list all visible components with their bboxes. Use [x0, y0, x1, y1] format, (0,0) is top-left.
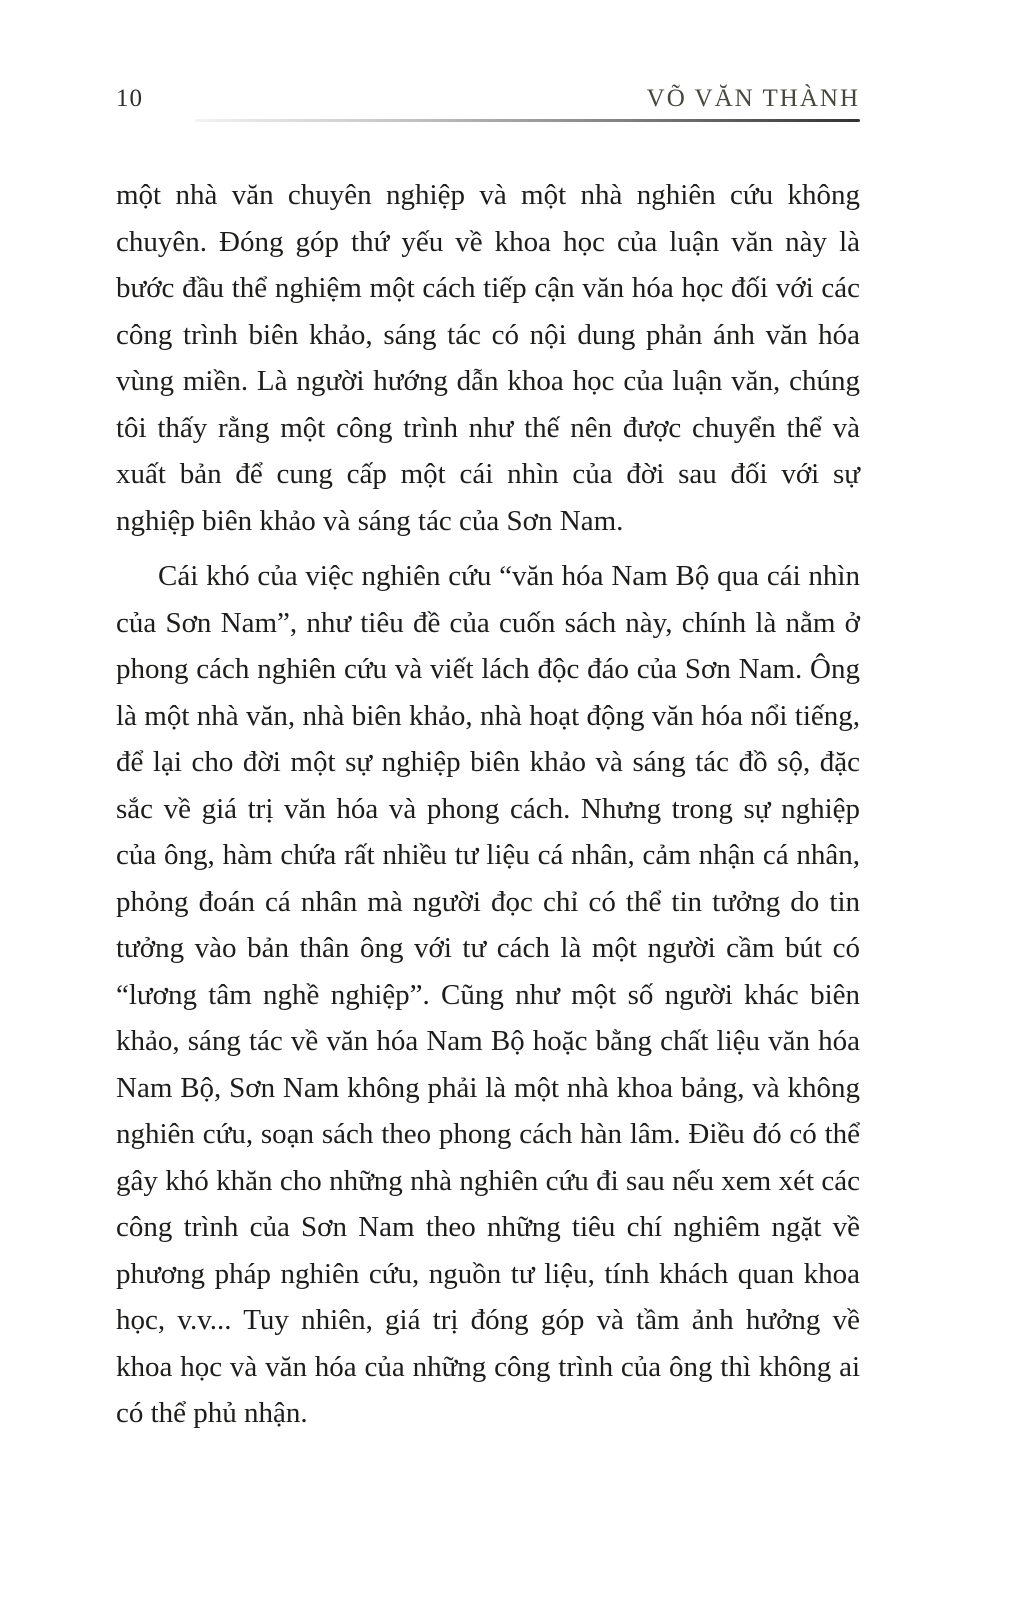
page-body [116, 172, 860, 1437]
paragraph-2: Cái khó của việc nghiên cứu “văn hóa Nam Bộ qua cái nhìn của Sơn Nam”, như tiêu đề của cuốn sách này, chính là nằm ở phong cách nghiên cứu và viết lách độc đáo của Sơn Nam. Ông là một nhà văn, nhà biên khảo, nhà hoạt động văn hóa nổi tiếng, để lại cho đời một sự nghiệp biên khảo và sáng tác đồ sộ, đặc sắc về giá trị văn hóa và phong cách. Nhưng trong sự nghiệp của ông, hàm chứa rất nhiều tư liệu cá nhân, cảm nhận cá nhân, phỏng đoán cá nhân mà người đọc chỉ có thể tin tưởng do tin tưởng vào bản thân ông với tư cách là một người cầm bút có “lương tâm nghề nghiệp”. Cũng như một số người khác biên khảo, sáng tác về văn hóa Nam Bộ hoặc bằng chất liệu văn hóa Nam Bộ, Sơn Nam không phải là một nhà khoa bảng, và không nghiên cứu, soạn sách theo phong cách hàn lâm. Điều đó có thể gây khó khăn cho những nhà nghiên cứu đi sau nếu xem xét các công trình của Sơn Nam theo những tiêu chí nghiêm ngặt về phương pháp nghiên cứu, nguồn tư liệu, tính khách quan khoa học, v.v... Tuy nhiên, giá trị đóng góp và tầm ảnh hưởng về khoa học và văn hóa của những công trình của ông thì không ai có thể phủ nhận. [116, 560, 860, 1429]
page-number: 10 [116, 85, 143, 112]
header-rule [195, 119, 860, 122]
running-header: VÕ VĂN THÀNH [646, 85, 860, 112]
page-header [116, 86, 860, 112]
paragraph-1: một nhà văn chuyên nghiệp và một nhà nghiên cứu không chuyên. Đóng góp thứ yếu về khoa học của luận văn này là bước đầu thể nghiệm một cách tiếp cận văn hóa học đối với các công trình biên khảo, sáng tác có nội dung phản ánh văn hóa vùng miền. Là người hướng dẫn khoa học của luận văn, chúng tôi thấy rằng một công trình như thế nên được chuyển thể và xuất bản để cung cấp một cái nhìn của đời sau đối với sự nghiệp biên khảo và sáng tác của Sơn Nam. [116, 179, 860, 537]
